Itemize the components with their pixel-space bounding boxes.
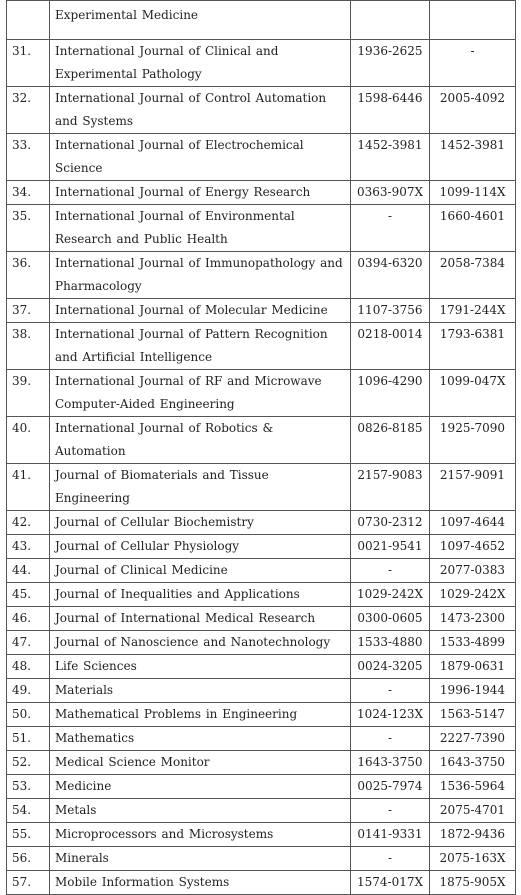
- row-number-cell: 54.: [7, 799, 50, 823]
- journal-title-cell: Life Sciences: [50, 655, 351, 679]
- print-issn-cell: 1024-123X: [351, 703, 430, 727]
- table-row: [7, 299, 516, 323]
- journal-title-cell: Minerals: [50, 847, 351, 871]
- journal-title-cell: International Journal of Energy Research: [50, 181, 351, 205]
- print-issn-cell: 0021-9541: [351, 535, 430, 559]
- journal-title-cell: Mathematics: [50, 727, 351, 751]
- row-number-cell: 37.: [7, 299, 50, 323]
- print-issn-cell: 0025-7974: [351, 775, 430, 799]
- table-row: [7, 631, 516, 655]
- print-issn-cell: 1452-3981: [351, 134, 430, 181]
- online-issn-cell: -: [430, 40, 516, 87]
- row-number-cell: 31.: [7, 40, 50, 87]
- online-issn-cell: 1660-4601: [430, 205, 516, 252]
- table-row: [7, 823, 516, 847]
- print-issn-cell: 0363-907X: [351, 181, 430, 205]
- online-issn-cell: 1872-9436: [430, 823, 516, 847]
- online-issn-cell: 1099-114X: [430, 181, 516, 205]
- table-row: [7, 205, 516, 252]
- journal-title-cell: Journal of Nanoscience and Nanotechnology: [50, 631, 351, 655]
- print-issn-cell: -: [351, 847, 430, 871]
- online-issn-cell: 1793-6381: [430, 323, 516, 370]
- row-number-cell: 55.: [7, 823, 50, 847]
- table-row: [7, 134, 516, 181]
- print-issn-cell: 0394-6320: [351, 252, 430, 299]
- online-issn-cell: 2077-0383: [430, 559, 516, 583]
- online-issn-cell: 1099-047X: [430, 370, 516, 417]
- online-issn-cell: 1643-3750: [430, 751, 516, 775]
- journal-title-cell: Mobile Information Systems: [50, 871, 351, 895]
- row-number-cell: 57.: [7, 871, 50, 895]
- online-issn-cell: 2227-7390: [430, 727, 516, 751]
- row-number-cell: [7, 1, 50, 40]
- row-number-cell: 35.: [7, 205, 50, 252]
- print-issn-cell: [351, 1, 430, 40]
- table-row: [7, 847, 516, 871]
- row-number-cell: 48.: [7, 655, 50, 679]
- table-row-continued: [7, 1, 516, 40]
- journal-title-cell: International Journal of Robotics & Automation: [50, 417, 351, 464]
- row-number-cell: 53.: [7, 775, 50, 799]
- print-issn-cell: 0300-0605: [351, 607, 430, 631]
- print-issn-cell: 1096-4290: [351, 370, 430, 417]
- online-issn-cell: 2075-4701: [430, 799, 516, 823]
- online-issn-cell: 1533-4899: [430, 631, 516, 655]
- print-issn-cell: 0730-2312: [351, 511, 430, 535]
- print-issn-cell: 1533-4880: [351, 631, 430, 655]
- journal-title-cell: Medicine: [50, 775, 351, 799]
- row-number-cell: 51.: [7, 727, 50, 751]
- journal-title-cell: International Journal of Electrochemical Science: [50, 134, 351, 181]
- row-number-cell: 47.: [7, 631, 50, 655]
- print-issn-cell: 1574-017X: [351, 871, 430, 895]
- print-issn-cell: 0141-9331: [351, 823, 430, 847]
- row-number-cell: 32.: [7, 87, 50, 134]
- table-row: [7, 181, 516, 205]
- online-issn-cell: 1452-3981: [430, 134, 516, 181]
- print-issn-cell: -: [351, 799, 430, 823]
- row-number-cell: 39.: [7, 370, 50, 417]
- print-issn-cell: 1107-3756: [351, 299, 430, 323]
- journal-table: [6, 0, 516, 895]
- print-issn-cell: 1643-3750: [351, 751, 430, 775]
- journal-title-cell: International Journal of Molecular Medicine: [50, 299, 351, 323]
- table-row: [7, 370, 516, 417]
- journal-title-cell: International Journal of RF and Microwave Computer-Aided Engineering: [50, 370, 351, 417]
- print-issn-cell: 1598-6446: [351, 87, 430, 134]
- row-number-cell: 45.: [7, 583, 50, 607]
- online-issn-cell: 1563-5147: [430, 703, 516, 727]
- journal-table-body: [7, 1, 516, 895]
- table-row: [7, 464, 516, 511]
- row-number-cell: 43.: [7, 535, 50, 559]
- journal-title-cell: Journal of Clinical Medicine: [50, 559, 351, 583]
- table-row: [7, 40, 516, 87]
- table-row: [7, 323, 516, 370]
- row-number-cell: 40.: [7, 417, 50, 464]
- print-issn-cell: -: [351, 205, 430, 252]
- table-row: [7, 799, 516, 823]
- row-number-cell: 38.: [7, 323, 50, 370]
- print-issn-cell: -: [351, 679, 430, 703]
- journal-title-cell: Mathematical Problems in Engineering: [50, 703, 351, 727]
- online-issn-cell: 1473-2300: [430, 607, 516, 631]
- online-issn-cell: 1029-242X: [430, 583, 516, 607]
- table-row: [7, 87, 516, 134]
- journal-title-cell: International Journal of Control Automation and Systems: [50, 87, 351, 134]
- online-issn-cell: 1097-4644: [430, 511, 516, 535]
- table-row: [7, 727, 516, 751]
- journal-title-cell: International Journal of Environmental Research and Public Health: [50, 205, 351, 252]
- table-row: [7, 511, 516, 535]
- table-row: [7, 871, 516, 895]
- journal-title-cell: International Journal of Pattern Recognition and Artificial Intelligence: [50, 323, 351, 370]
- print-issn-cell: 1936-2625: [351, 40, 430, 87]
- journal-title-cell: Metals: [50, 799, 351, 823]
- print-issn-cell: 1029-242X: [351, 583, 430, 607]
- online-issn-cell: [430, 1, 516, 40]
- table-row: [7, 252, 516, 299]
- table-row: [7, 751, 516, 775]
- row-number-cell: 52.: [7, 751, 50, 775]
- online-issn-cell: 1925-7090: [430, 417, 516, 464]
- table-row: [7, 559, 516, 583]
- table-row: [7, 607, 516, 631]
- print-issn-cell: 0218-0014: [351, 323, 430, 370]
- journal-title-cell: Journal of Biomaterials and Tissue Engineering: [50, 464, 351, 511]
- table-row: [7, 679, 516, 703]
- print-issn-cell: -: [351, 559, 430, 583]
- online-issn-cell: 1097-4652: [430, 535, 516, 559]
- journal-title-cell: Microprocessors and Microsystems: [50, 823, 351, 847]
- journal-title-cell: Journal of Cellular Biochemistry: [50, 511, 351, 535]
- journal-title-cell: Experimental Medicine: [50, 1, 351, 40]
- print-issn-cell: -: [351, 727, 430, 751]
- table-row: [7, 775, 516, 799]
- row-number-cell: 46.: [7, 607, 50, 631]
- row-number-cell: 36.: [7, 252, 50, 299]
- row-number-cell: 49.: [7, 679, 50, 703]
- row-number-cell: 34.: [7, 181, 50, 205]
- table-row: [7, 535, 516, 559]
- online-issn-cell: 2005-4092: [430, 87, 516, 134]
- row-number-cell: 42.: [7, 511, 50, 535]
- print-issn-cell: 0024-3205: [351, 655, 430, 679]
- online-issn-cell: 1879-0631: [430, 655, 516, 679]
- print-issn-cell: 2157-9083: [351, 464, 430, 511]
- row-number-cell: 44.: [7, 559, 50, 583]
- journal-title-cell: International Journal of Clinical and Experimental Pathology: [50, 40, 351, 87]
- online-issn-cell: 2157-9091: [430, 464, 516, 511]
- journal-title-cell: Medical Science Monitor: [50, 751, 351, 775]
- table-row: [7, 655, 516, 679]
- online-issn-cell: 2058-7384: [430, 252, 516, 299]
- table-row: [7, 703, 516, 727]
- journal-title-cell: International Journal of Immunopathology and Pharmacology: [50, 252, 351, 299]
- table-row: [7, 583, 516, 607]
- journal-title-cell: Journal of International Medical Research: [50, 607, 351, 631]
- row-number-cell: 50.: [7, 703, 50, 727]
- journal-title-cell: Journal of Inequalities and Applications: [50, 583, 351, 607]
- row-number-cell: 33.: [7, 134, 50, 181]
- online-issn-cell: 1875-905X: [430, 871, 516, 895]
- journal-title-cell: Journal of Cellular Physiology: [50, 535, 351, 559]
- online-issn-cell: 1996-1944: [430, 679, 516, 703]
- row-number-cell: 56.: [7, 847, 50, 871]
- table-row: [7, 417, 516, 464]
- online-issn-cell: 1791-244X: [430, 299, 516, 323]
- print-issn-cell: 0826-8185: [351, 417, 430, 464]
- journal-title-cell: Materials: [50, 679, 351, 703]
- online-issn-cell: 2075-163X: [430, 847, 516, 871]
- row-number-cell: 41.: [7, 464, 50, 511]
- online-issn-cell: 1536-5964: [430, 775, 516, 799]
